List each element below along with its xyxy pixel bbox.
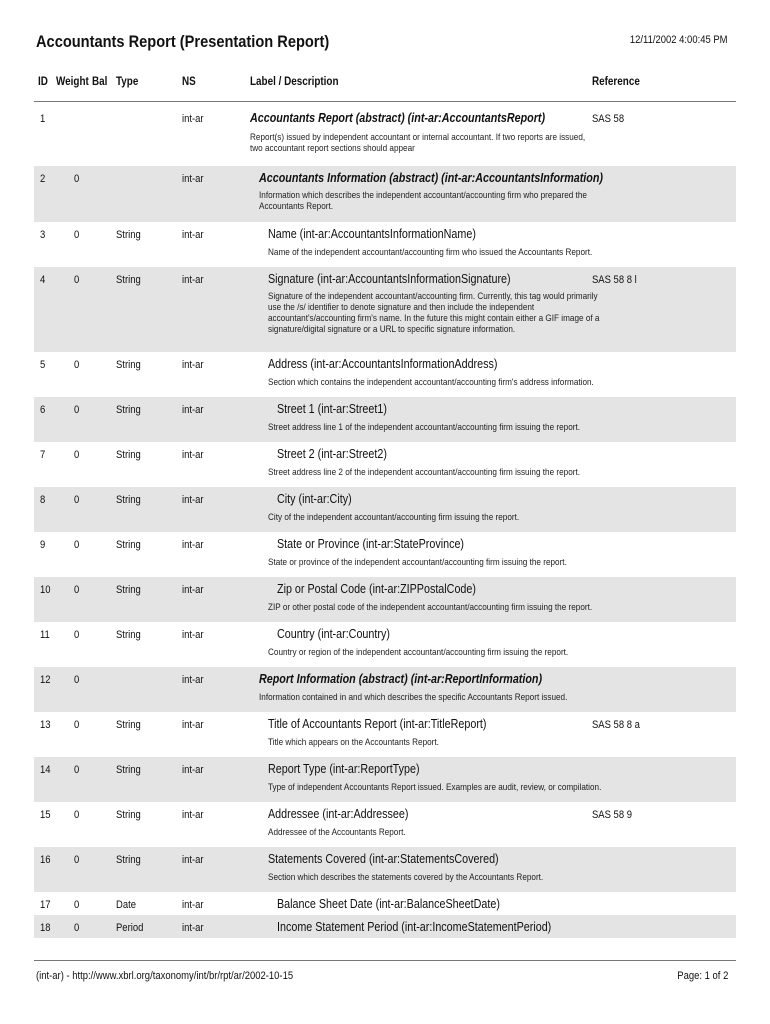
table-row bbox=[34, 802, 736, 847]
row-label: Report Type (int-ar:ReportType) bbox=[268, 762, 420, 776]
row-namespace: int-ar bbox=[182, 719, 204, 731]
row-id: 11 bbox=[40, 629, 50, 641]
row-namespace: int-ar bbox=[182, 274, 204, 286]
column-header-type: Type bbox=[116, 76, 139, 88]
row-description: Country or region of the independent accountant/accounting firm issuing the report. bbox=[268, 647, 569, 658]
row-id: 8 bbox=[40, 494, 46, 506]
table-row bbox=[34, 487, 736, 532]
row-namespace: int-ar bbox=[182, 764, 204, 776]
row-label: Income Statement Period (int-ar:IncomeStatementPeriod) bbox=[277, 920, 552, 934]
row-weight: 0 bbox=[74, 173, 80, 185]
row-description: Street address line 1 of the independent accountant/accounting firm issuing the report. bbox=[268, 422, 581, 433]
row-weight: 0 bbox=[74, 274, 80, 286]
row-description: Report(s) issued by independent accountant or internal accountant. If two reports are issued, two accountant report sections should appear bbox=[250, 132, 586, 154]
row-id: 4 bbox=[40, 274, 46, 286]
row-type: String bbox=[116, 764, 141, 776]
table-row bbox=[34, 532, 736, 577]
table-row bbox=[34, 267, 736, 352]
row-type: String bbox=[116, 809, 141, 821]
row-description: Name of the independent accountant/accounting firm who issued the Accountants Report. bbox=[268, 247, 593, 258]
row-id: 5 bbox=[40, 359, 46, 371]
row-weight: 0 bbox=[74, 494, 80, 506]
row-id: 18 bbox=[40, 922, 51, 934]
table-row bbox=[34, 106, 736, 166]
row-type: String bbox=[116, 854, 141, 866]
row-label: Title of Accountants Report (int-ar:TitleReport) bbox=[268, 717, 487, 731]
table-row bbox=[34, 622, 736, 667]
row-type: Period bbox=[116, 922, 144, 934]
row-namespace: int-ar bbox=[182, 854, 204, 866]
row-description: Information contained in and which describes the specific Accountants Report issued. bbox=[259, 692, 568, 703]
row-weight: 0 bbox=[74, 629, 80, 641]
row-type: String bbox=[116, 584, 141, 596]
row-label: Accountants Report (abstract) (int-ar:AccountantsReport) bbox=[250, 111, 546, 125]
row-id: 12 bbox=[40, 674, 51, 686]
row-reference: SAS 58 9 bbox=[592, 809, 632, 821]
row-type: String bbox=[116, 539, 141, 551]
page-title: Accountants Report (Presentation Report) bbox=[36, 32, 330, 51]
row-type: String bbox=[116, 274, 141, 286]
row-description: ZIP or other postal code of the independent accountant/accounting firm issuing the report. bbox=[268, 602, 593, 613]
row-weight: 0 bbox=[74, 922, 80, 934]
row-namespace: int-ar bbox=[182, 404, 204, 416]
row-reference: SAS 58 8 a bbox=[592, 719, 640, 731]
row-type: String bbox=[116, 719, 141, 731]
column-header-bal: Bal bbox=[92, 76, 108, 88]
footer-namespace: (int-ar) - http://www.xbrl.org/taxonomy/int/br/rpt/ar/2002-10-15 bbox=[36, 970, 294, 982]
row-type: String bbox=[116, 494, 141, 506]
table-row bbox=[34, 577, 736, 622]
element-table bbox=[34, 106, 736, 946]
row-namespace: int-ar bbox=[182, 449, 204, 461]
row-description: State or province of the independent accountant/accounting firm issuing the report. bbox=[268, 557, 567, 568]
row-namespace: int-ar bbox=[182, 922, 204, 934]
row-weight: 0 bbox=[74, 719, 80, 731]
row-type: String bbox=[116, 404, 141, 416]
row-description: Section which describes the statements covered by the Accountants Report. bbox=[268, 872, 544, 883]
column-header-id: ID bbox=[38, 76, 48, 88]
page-number: Page: 1 of 2 bbox=[676, 970, 728, 982]
row-description: Street address line 2 of the independent accountant/accounting firm issuing the report. bbox=[268, 467, 581, 478]
row-label: Name (int-ar:AccountantsInformationName) bbox=[268, 227, 476, 241]
row-weight: 0 bbox=[74, 764, 80, 776]
row-type: Date bbox=[116, 899, 136, 911]
row-id: 2 bbox=[40, 173, 46, 185]
row-namespace: int-ar bbox=[182, 584, 204, 596]
row-id: 7 bbox=[40, 449, 46, 461]
row-label: Statements Covered (int-ar:StatementsCovered) bbox=[268, 852, 499, 866]
row-id: 1 bbox=[40, 113, 46, 125]
row-description: Addressee of the Accountants Report. bbox=[268, 827, 406, 838]
row-id: 14 bbox=[40, 764, 51, 776]
row-type: String bbox=[116, 449, 141, 461]
row-description: City of the independent accountant/accounting firm issuing the report. bbox=[268, 512, 520, 523]
row-namespace: int-ar bbox=[182, 539, 204, 551]
row-id: 9 bbox=[40, 539, 46, 551]
row-label: Country (int-ar:Country) bbox=[277, 627, 390, 641]
table-row bbox=[34, 712, 736, 757]
row-description: Signature of the independent accountant/accounting firm. Currently, this tag would primarily use the /s/ identifier to denote signature and then include the independent accountant's/accounting firm's name. In the future this might contain either a GIF image of a signature/digital signature or a URL to specific signature information. bbox=[268, 291, 600, 335]
row-namespace: int-ar bbox=[182, 629, 204, 641]
table-row bbox=[34, 757, 736, 802]
timestamp: 12/11/2002 4:00:45 PM bbox=[630, 34, 728, 46]
row-reference: SAS 58 8 l bbox=[592, 274, 637, 286]
row-namespace: int-ar bbox=[182, 229, 204, 241]
row-type: String bbox=[116, 629, 141, 641]
row-weight: 0 bbox=[74, 229, 80, 241]
table-row bbox=[34, 892, 736, 915]
column-header-label: Label / Description bbox=[250, 76, 339, 88]
row-label: Addressee (int-ar:Addressee) bbox=[268, 807, 409, 821]
table-row bbox=[34, 847, 736, 892]
column-header-ns: NS bbox=[182, 76, 196, 88]
row-weight: 0 bbox=[74, 404, 80, 416]
row-description: Title which appears on the Accountants Report. bbox=[268, 737, 439, 748]
row-label: Report Information (abstract) (int-ar:ReportInformation) bbox=[259, 672, 543, 686]
row-weight: 0 bbox=[74, 854, 80, 866]
row-type: String bbox=[116, 359, 141, 371]
row-namespace: int-ar bbox=[182, 899, 204, 911]
row-id: 13 bbox=[40, 719, 51, 731]
row-label: Signature (int-ar:AccountantsInformationSignature) bbox=[268, 272, 511, 286]
column-header-reference: Reference bbox=[592, 76, 640, 88]
row-label: City (int-ar:City) bbox=[277, 492, 352, 506]
row-weight: 0 bbox=[74, 674, 80, 686]
row-id: 6 bbox=[40, 404, 46, 416]
table-row bbox=[34, 667, 736, 712]
table-row bbox=[34, 352, 736, 397]
row-weight: 0 bbox=[74, 359, 80, 371]
row-label: Balance Sheet Date (int-ar:BalanceSheetDate) bbox=[277, 897, 500, 911]
row-weight: 0 bbox=[74, 449, 80, 461]
column-header-weight: Weight bbox=[56, 76, 89, 88]
row-label: Street 2 (int-ar:Street2) bbox=[277, 447, 387, 461]
row-namespace: int-ar bbox=[182, 674, 204, 686]
row-weight: 0 bbox=[74, 809, 80, 821]
row-namespace: int-ar bbox=[182, 359, 204, 371]
row-description: Type of independent Accountants Report issued. Examples are audit, review, or compilation. bbox=[268, 782, 602, 793]
row-label: Accountants Information (abstract) (int-ar:AccountantsInformation) bbox=[259, 171, 604, 185]
table-row bbox=[34, 222, 736, 267]
row-label: Address (int-ar:AccountantsInformationAddress) bbox=[268, 357, 498, 371]
table-row bbox=[34, 442, 736, 487]
row-namespace: int-ar bbox=[182, 494, 204, 506]
row-id: 17 bbox=[40, 899, 51, 911]
row-namespace: int-ar bbox=[182, 809, 204, 821]
row-reference: SAS 58 bbox=[592, 113, 625, 125]
row-type: String bbox=[116, 229, 141, 241]
row-label: State or Province (int-ar:StateProvince) bbox=[277, 537, 465, 551]
row-label: Zip or Postal Code (int-ar:ZIPPostalCode) bbox=[277, 582, 476, 596]
row-weight: 0 bbox=[74, 584, 80, 596]
row-id: 10 bbox=[40, 584, 51, 596]
row-description: Information which describes the independent accountant/accounting firm who prepared the Accountants Report. bbox=[259, 190, 587, 212]
header-divider bbox=[34, 101, 736, 102]
row-label: Street 1 (int-ar:Street1) bbox=[277, 402, 387, 416]
table-row bbox=[34, 397, 736, 442]
row-description: Section which contains the independent accountant/accounting firm's address information. bbox=[268, 377, 594, 388]
row-id: 3 bbox=[40, 229, 46, 241]
table-row bbox=[34, 166, 736, 222]
table-row bbox=[34, 915, 736, 938]
row-namespace: int-ar bbox=[182, 113, 204, 125]
row-weight: 0 bbox=[74, 539, 80, 551]
footer-divider bbox=[34, 960, 736, 961]
row-namespace: int-ar bbox=[182, 173, 204, 185]
row-id: 15 bbox=[40, 809, 51, 821]
row-id: 16 bbox=[40, 854, 51, 866]
row-weight: 0 bbox=[74, 899, 80, 911]
